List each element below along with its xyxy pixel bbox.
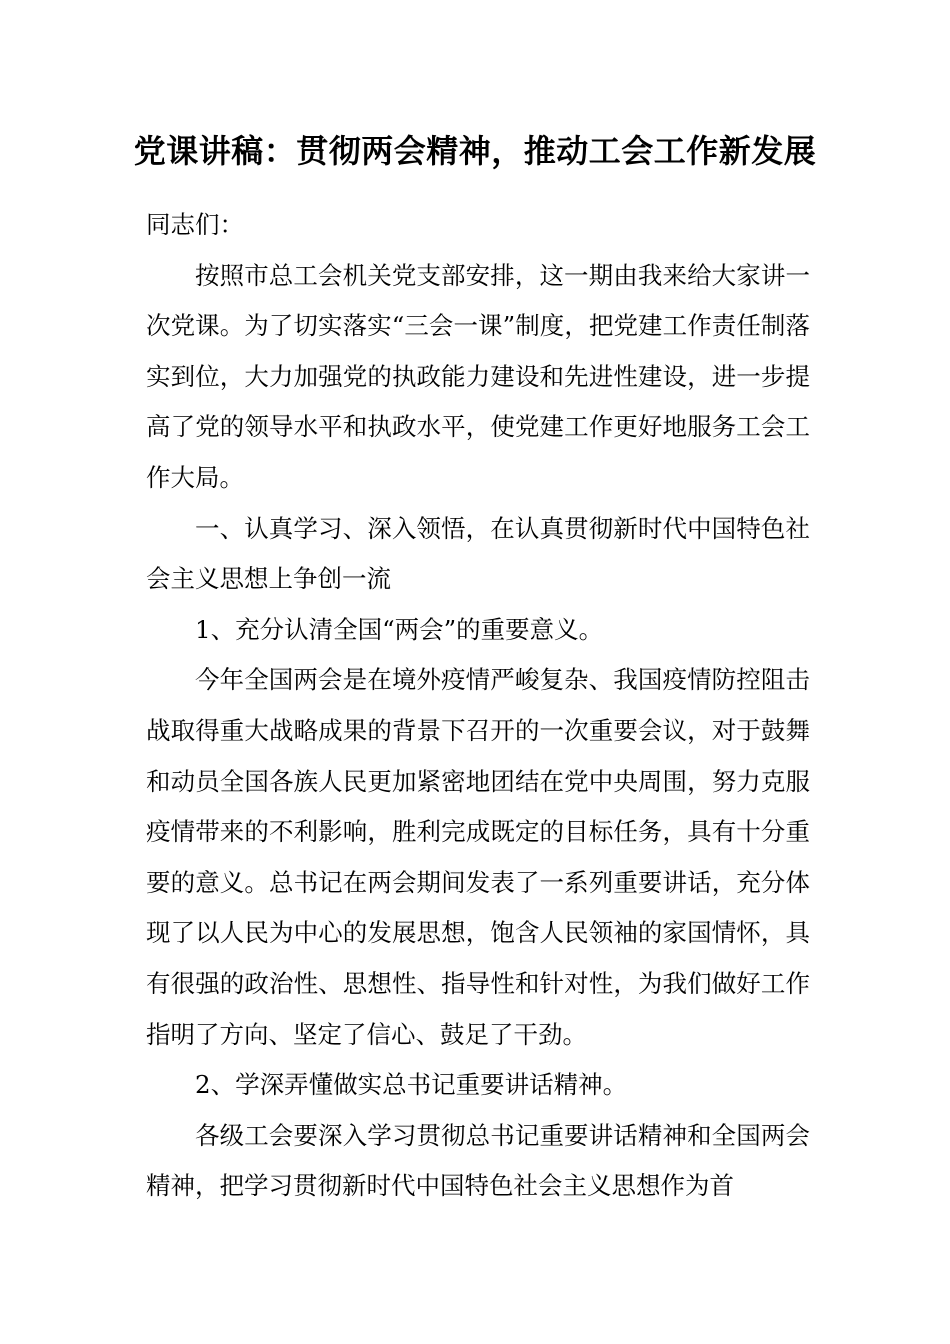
paragraph-union-study: 各级工会要深入学习贯彻总书记重要讲话精神和全国两会精神，把学习贯彻新时代中国特色社会主义思想作为首 [146,1120,810,1201]
paragraph-intro: 按照市总工会机关党支部安排，这一期由我来给大家讲一次党课。为了切实落实“三会一课”制度，把党建工作责任制落实到位，大力加强党的执政能力建设和先进性建设，进一步提高了党的领导水平和执政水平，使党建工作更好地服务工会工作大局。 [146,260,810,492]
subheading-1: 1、充分认清全国“两会”的重要意义。 [195,614,604,644]
paragraph-two-sessions: 今年全国两会是在境外疫情严峻复杂、我国疫情防控阻击战取得重大战略成果的背景下召开的一次重要会议，对于鼓舞和动员全国各族人民更加紧密地团结在党中央周围，努力克服疫情带来的不利影响，胜利完成既定的目标任务，具有十分重要的意义。总书记在两会期间发表了一系列重要讲话，充分体现了以人民为中心的发展思想，饱含人民领袖的家国情怀，具有很强的政治性、思想性、指导性和针对性，为我们做好工作指明了方向、坚定了信心、鼓足了干劲。 [146,665,810,1049]
document-title: 党课讲稿：贯彻两会精神，推动工会工作新发展 [133,132,817,170]
salutation: 同志们： [146,210,244,239]
document-body [146,200,810,1212]
subheading-2: 2、学深弄懂做实总书记重要讲话精神。 [195,1070,628,1100]
section-heading-1: 一、认真学习、深入领悟，在认真贯彻新时代中国特色社会主义思想上争创一流 [146,513,810,594]
